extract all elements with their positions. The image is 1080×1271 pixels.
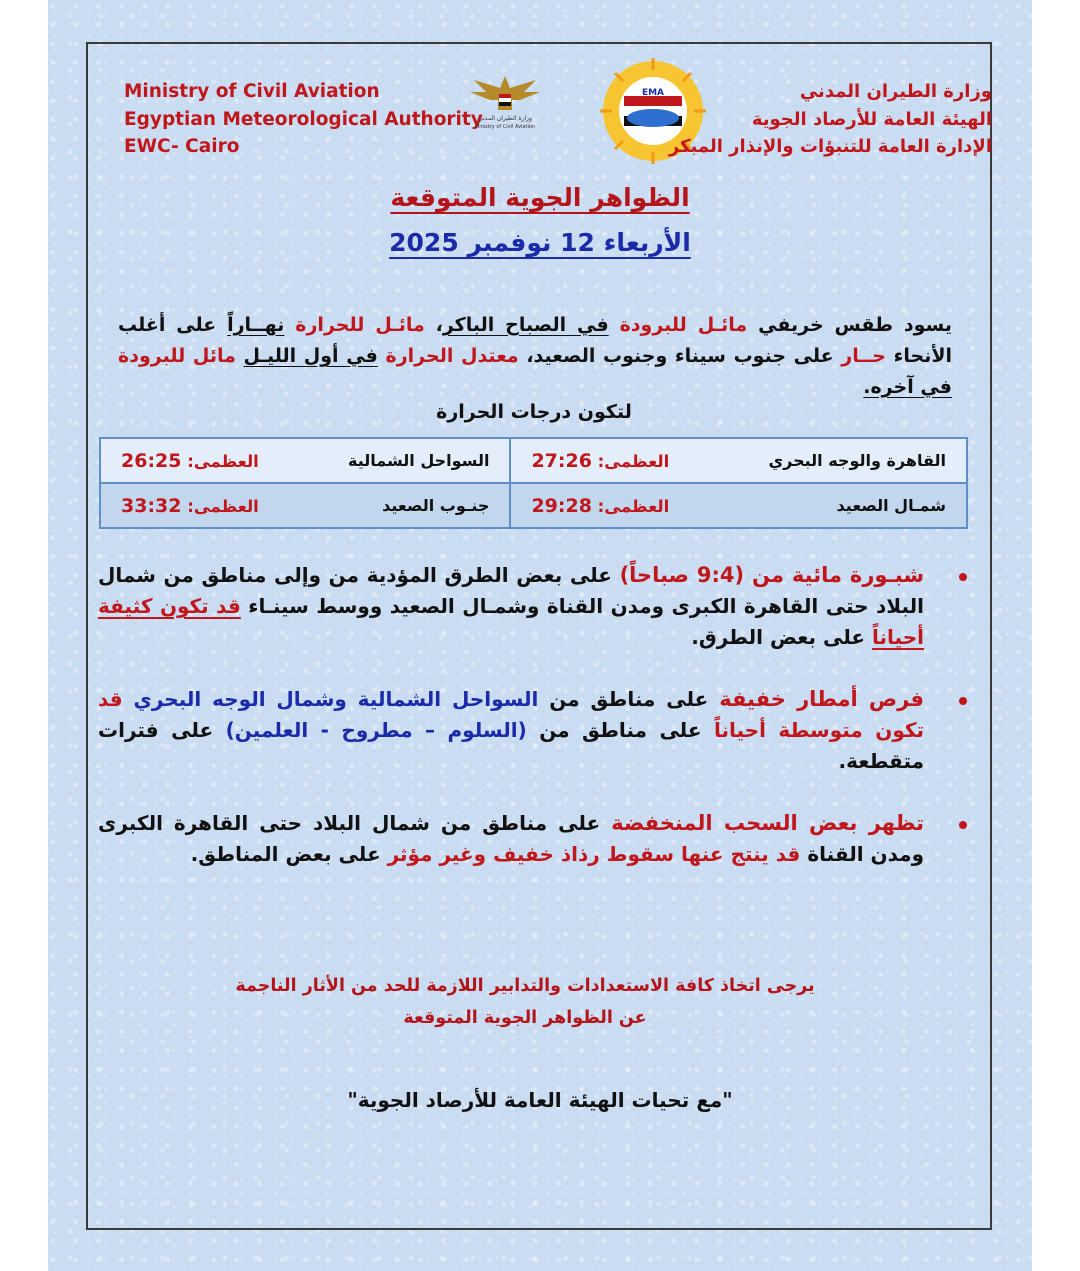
region-name: جنـوب الصعيد: [382, 496, 490, 515]
region-name: القاهرة والوجه البحري: [768, 451, 946, 470]
department-name-ar: الإدارة العامة للتنبؤات والإنذار المبكر: [668, 136, 992, 157]
svg-text:Ministry of Civil Aviation: Ministry of Civil Aviation: [474, 124, 536, 130]
ministry-name-ar: وزارة الطيران المدني: [799, 81, 992, 102]
region-name: شمـال الصعيد: [836, 496, 946, 515]
ministry-name-en: Ministry of Civil Aviation: [124, 81, 380, 102]
list-item-clouds: تظهر بعض السحب المنخفضة على مناطق من شمال البلاد حتى القاهرة الكبرى ومدن القناة قد ينتج عنها سقوط رذاذ خفيف وغير مؤثر على بعض المناطق.: [98, 808, 970, 870]
table-cell: [510, 438, 967, 483]
precaution-line-2: عن الظواهر الجوية المتوقعة: [403, 1008, 647, 1028]
header-english: [124, 78, 483, 161]
region-name: السواحل الشمالية: [348, 451, 490, 470]
bulletin-title: الظواهر الجوية المتوقعة: [390, 183, 690, 212]
max-label: العظمى:: [597, 496, 670, 516]
max-temp-value: 26:25: [121, 449, 182, 472]
list-item-fog: شبـورة مائية من (9:4 صباحاً) على بعض الطرق المؤدية من وإلى مناطق من شمال البلاد حتى القاهرة الكبرى ومدن القناة وشمـال الصعيد ووسط سينـاء قد تكون كثيفة أحياناً على بعض الطرق.: [98, 560, 970, 653]
list-item-rain: فرص أمطار خفيفة على مناطق من السواحل الشمالية وشمال الوجه البحري قد تكون متوسطة أحياناً على مناطق من (السلوم – مطروح - العلمين) على فترات متقطعة.: [98, 684, 970, 777]
max-temp-value: 29:28: [531, 494, 592, 517]
max-temp-value: 33:32: [121, 494, 182, 517]
temperature-caption: لتكون درجات الحرارة: [436, 401, 632, 423]
max-label: العظمى:: [187, 451, 259, 471]
bulletin-date: الأربعاء 12 نوفمبر 2025: [389, 228, 691, 257]
svg-text:وزارة الطيران المدني: وزارة الطيران المدني: [478, 115, 532, 122]
header-arabic: [669, 78, 992, 161]
table-row: [100, 438, 967, 483]
table-cell: [510, 483, 967, 528]
civil-aviation-eagle-logo: [466, 70, 544, 132]
precaution-line-1: يرجى اتخاذ كافة الاستعدادات والتدابير اللازمة للحد من الأثار الناجمة: [235, 976, 815, 996]
phenomena-list: [98, 560, 970, 901]
temperature-table: [99, 437, 968, 529]
table-cell: [100, 483, 510, 528]
closing-greeting: "مع تحيات الهيئة العامة للأرصاد الجوية": [347, 1088, 733, 1112]
intro-paragraph: يسود طقس خريفي مائـل للبرودة في الصباح الباكر، مائـل للحرارة نهــاراً على أغلب الأنحاء حــار على جنوب سيناء وجنوب الصعيد، معتدل الحرارة في أول الليـل مائل للبرودة في آخره.: [118, 314, 952, 398]
table-row: [100, 483, 967, 528]
max-label: العظمى:: [187, 496, 259, 516]
authority-name-en: Egyptian Meteorological Authority: [124, 108, 483, 130]
max-temp-value: 27:26: [531, 449, 592, 472]
authority-name-ar: الهيئة العامة للأرصاد الجوية: [751, 108, 992, 130]
precaution-note: [0, 970, 1050, 1034]
center-name-en: EWC- Cairo: [124, 136, 240, 157]
table-cell: [100, 438, 510, 483]
svg-text:EMA: EMA: [641, 88, 665, 98]
max-label: العظمى:: [597, 451, 670, 471]
